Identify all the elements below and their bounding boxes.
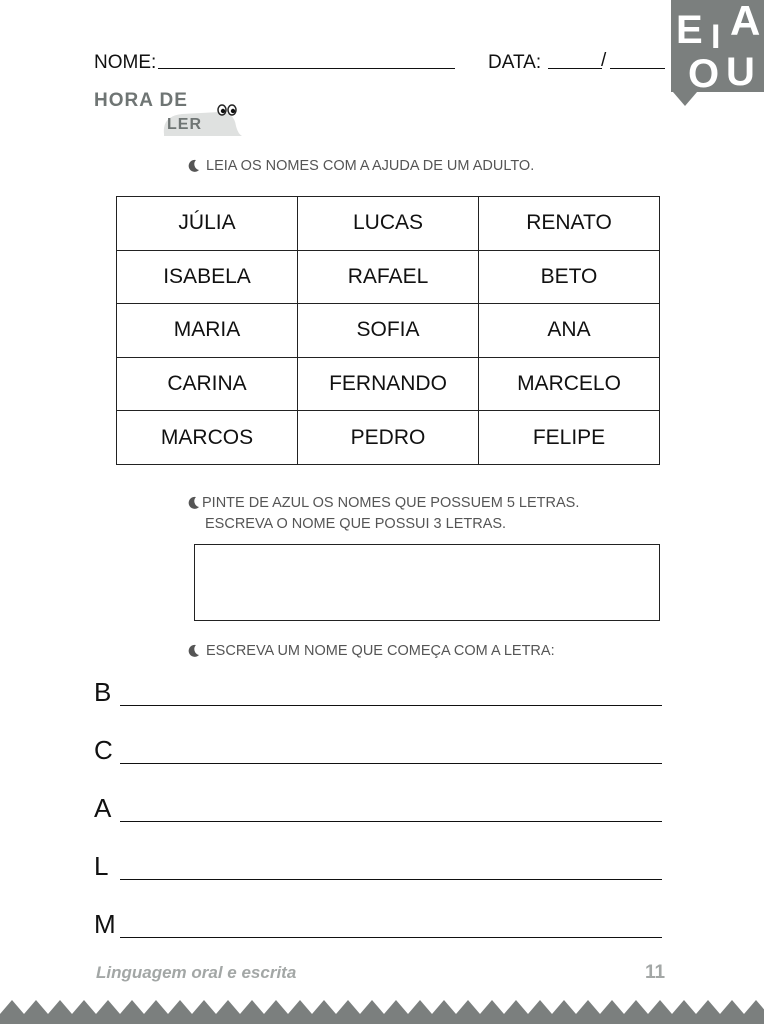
instruction-read — [186, 158, 534, 174]
letter-row-l — [94, 846, 662, 886]
logo-ler: LER — [167, 116, 202, 133]
names-table — [116, 196, 660, 465]
zigzag-border — [0, 996, 764, 1024]
name-cell: PEDRO — [298, 411, 479, 465]
table-row — [117, 357, 660, 411]
letter-answer-line[interactable] — [120, 821, 662, 822]
name-cell: RAFAEL — [298, 250, 479, 304]
moon-bullet-icon — [186, 496, 200, 510]
instruction-write — [186, 643, 555, 659]
letter-label: M — [94, 909, 116, 939]
letter-label: L — [94, 851, 109, 881]
moon-bullet-icon — [186, 159, 200, 173]
name-label: NOME: — [94, 52, 157, 73]
name-cell: SOFIA — [298, 304, 479, 358]
instruction-write-text: ESCREVA UM NOME QUE COMEÇA COM A LETRA: — [206, 643, 555, 659]
letter-answer-line[interactable] — [120, 879, 662, 880]
letter-answer-line[interactable] — [120, 937, 662, 938]
name-cell: ISABELA — [117, 250, 298, 304]
table-row — [117, 197, 660, 251]
name-cell: JÚLIA — [117, 197, 298, 251]
name-cell: CARINA — [117, 357, 298, 411]
instruction-paint-text: PINTE DE AZUL OS NOMES QUE POSSUEM 5 LETRAS. — [202, 495, 580, 511]
date-month-line[interactable] — [610, 68, 665, 69]
letter-row-b — [94, 672, 662, 712]
letter-label: A — [94, 793, 112, 823]
date-separator: / — [601, 50, 607, 71]
vowel-u: U — [726, 50, 755, 94]
letter-label: B — [94, 677, 112, 707]
name-line[interactable] — [158, 68, 455, 69]
instruction-paint — [186, 495, 579, 532]
vowel-a: A — [730, 0, 761, 44]
name-cell: LUCAS — [298, 197, 479, 251]
name-cell: ANA — [479, 304, 660, 358]
table-row — [117, 411, 660, 465]
moon-bullet-icon — [186, 644, 200, 658]
name-cell: MARCOS — [117, 411, 298, 465]
name-cell: RENATO — [479, 197, 660, 251]
date-label: DATA: — [488, 52, 542, 73]
name-cell: FELIPE — [479, 411, 660, 465]
letter-row-c — [94, 730, 662, 770]
name-cell: BETO — [479, 250, 660, 304]
instruction-read-text: LEIA OS NOMES COM A AJUDA DE UM ADULTO. — [206, 158, 535, 174]
name-cell: MARIA — [117, 304, 298, 358]
letter-row-a — [94, 788, 662, 828]
table-row — [117, 250, 660, 304]
three-letter-answer-box[interactable] — [194, 544, 660, 621]
date-day-line[interactable] — [548, 68, 602, 69]
letter-answer-line[interactable] — [120, 705, 662, 706]
page-number: 11 — [645, 962, 666, 983]
vowel-i: I — [711, 18, 721, 56]
vowel-o: O — [688, 52, 720, 96]
name-cell: FERNANDO — [298, 357, 479, 411]
logo-hora-de: HORA DE — [94, 90, 188, 111]
letter-label: C — [94, 735, 113, 765]
footer-subject: Linguagem oral e escrita — [96, 963, 297, 982]
vowel-e: E — [676, 8, 703, 52]
letter-answer-line[interactable] — [120, 763, 662, 764]
table-row — [117, 304, 660, 358]
name-cell: MARCELO — [479, 357, 660, 411]
instruction-write-three-text: ESCREVA O NOME QUE POSSUI 3 LETRAS. — [205, 516, 507, 532]
letter-row-m — [94, 904, 662, 944]
